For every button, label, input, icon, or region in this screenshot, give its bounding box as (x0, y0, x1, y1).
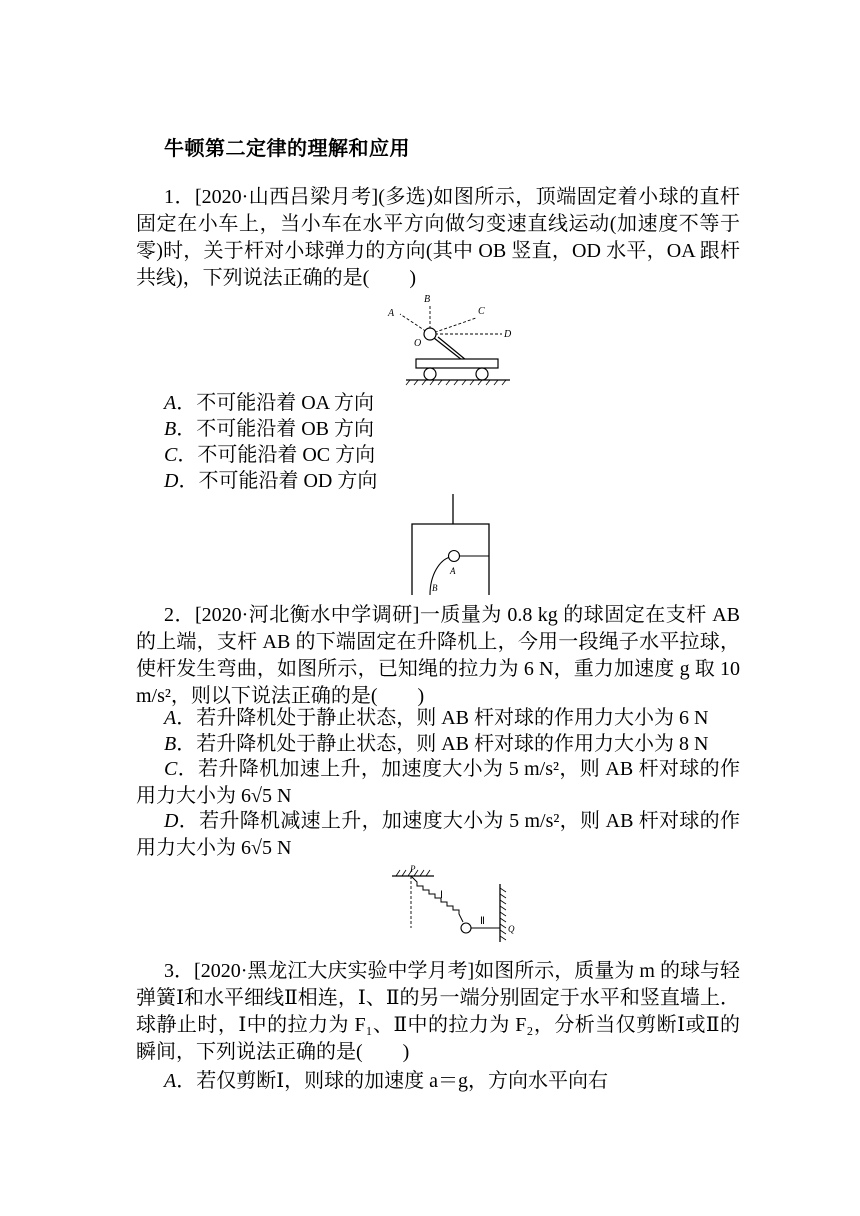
label-b: B (424, 294, 431, 305)
label-o: O (414, 338, 422, 349)
label-a: A (450, 566, 456, 576)
figure-spring-ball-wall (384, 862, 524, 942)
q3-option-a: A．若仅剪断Ⅰ，则球的加速度 a＝g，方向水平向右 (164, 1070, 608, 1092)
label-b: B (432, 583, 438, 593)
label-a: A (388, 308, 395, 319)
figure-cart-rod-ball (384, 290, 518, 386)
question-1-text: 1．[2020·山西吕梁月考](多选)如图所示，顶端固定着小球的直杆固定在小车上，当小车在水平方向做匀变速直线运动(加速度不等于零)时，关于杆对小球弹力的方向(其中 OB 竖直，OD 水平，OA 跟杆共线)，下列说法正确的是( ) (136, 186, 740, 289)
q1-option-d: D．不可能沿着 OD 方向 (164, 470, 378, 492)
label-spring-i: Ⅰ (440, 890, 443, 901)
question-3-text: 3．[2020·黑龙江大庆实验中学月考]如图所示，质量为 m 的球与轻弹簧Ⅰ和水平细线Ⅱ相连，Ⅰ、Ⅱ的另一端分别固定于水平和竖直墙上．球静止时，Ⅰ中的拉力为 F₁、Ⅱ中的拉力为 F₂，分析当仅剪断Ⅰ或Ⅱ的瞬间，下列说法正确的是( ) (136, 960, 740, 1063)
q2-option-c: C．若升降机加速上升，加速度大小为 5 m/s²，则 AB 杆对球的作用力大小为 6√5 N (136, 758, 740, 807)
question-2-text: 2．[2020·河北衡水中学调研]一质量为 0.8 kg 的球固定在支杆 AB 的上端，支杆 AB 的下端固定在升降机上，今用一段绳子水平拉球，使杆发生弯曲，如图所示，已知绳的拉力为 6 N，重力加速度 g 取 10 m/s²，则以下说法正确的是( ) (136, 604, 740, 707)
label-p: P (410, 864, 416, 874)
label-d: D (504, 329, 512, 340)
q1-option-a: A．不可能沿着 OA 方向 (164, 392, 375, 414)
q2-option-a: A．若升降机处于静止状态，则 AB 杆对球的作用力大小为 6 N (164, 707, 709, 729)
section-title: 牛顿第二定律的理解和应用 (164, 136, 410, 160)
q1-option-b: B．不可能沿着 OB 方向 (164, 418, 375, 440)
q2-option-d: D．若升降机减速上升，加速度大小为 5 m/s²，则 AB 杆对球的作用力大小为 6√5 N (136, 810, 740, 859)
label-c: C (478, 306, 485, 317)
q2-option-b: B．若升降机处于静止状态，则 AB 杆对球的作用力大小为 8 N (164, 733, 709, 755)
q1-option-c: C．不可能沿着 OC 方向 (164, 444, 376, 466)
figure-elevator-rod (410, 494, 492, 596)
label-string-ii: Ⅱ (480, 916, 485, 927)
label-q: Q (508, 924, 515, 934)
